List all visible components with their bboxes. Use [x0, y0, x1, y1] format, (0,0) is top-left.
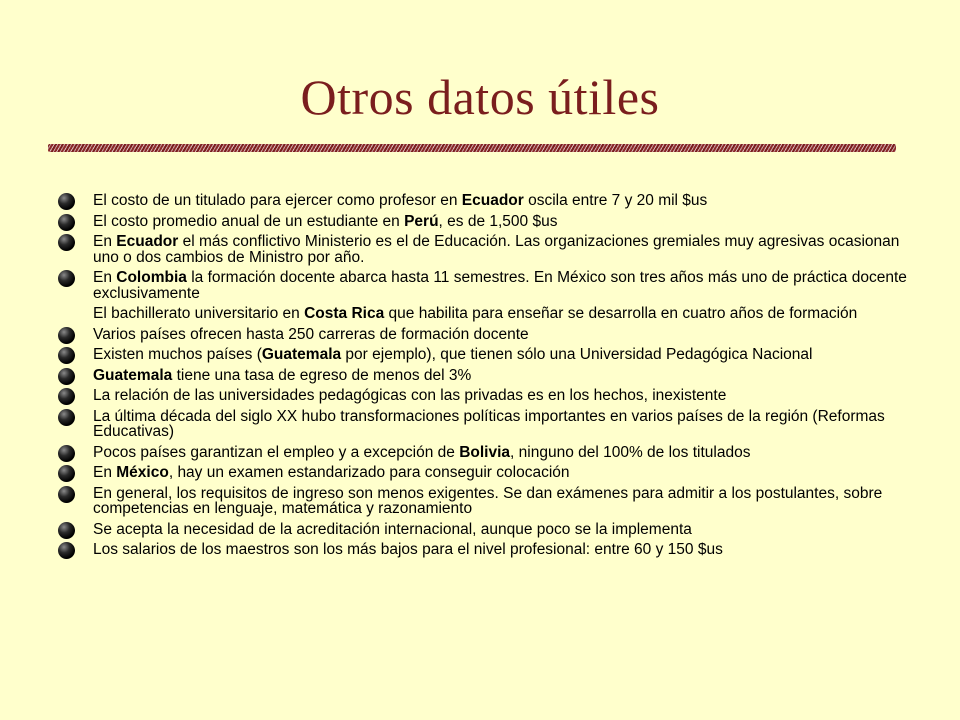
list-item — [92, 542, 912, 558]
bullet-dot-icon — [58, 368, 75, 385]
highlighted-country: Guatemala — [261, 346, 342, 363]
bullet-dot-icon — [58, 542, 75, 559]
item-text: oscila entre 7 y 20 mil $us — [523, 192, 708, 209]
bullet-dot-icon — [58, 234, 75, 251]
item-text: El costo promedio anual de un estudiante en — [93, 212, 405, 230]
highlighted-country: México — [116, 464, 169, 481]
bullet-dot-icon — [58, 347, 75, 364]
item-text: La relación de las universidades pedagógicas con las privadas es en los hechos, inexistente — [93, 387, 727, 404]
item-text: , es de 1,500 $us — [438, 212, 558, 230]
bullet-dot-icon — [58, 270, 75, 287]
item-text: tiene una tasa de egreso de menos del 3% — [172, 366, 472, 384]
item-text: Varios países ofrecen hasta 250 carreras de formación docente — [93, 325, 529, 343]
bullet-list — [92, 193, 912, 563]
bullet-dot-icon — [58, 327, 75, 344]
list-item — [92, 486, 912, 517]
list-item — [92, 327, 912, 343]
highlighted-country: Ecuador — [116, 233, 179, 250]
bullet-dot-icon — [58, 445, 75, 462]
item-text: , hay un examen estandarizado para conseguir colocación — [168, 464, 570, 481]
item-text: el más conflictivo Ministerio es el de Educación. Las organizaciones gremiales muy agresivas ocasionan uno o dos cambios de Ministro por año. — [93, 233, 900, 266]
title-divider — [48, 144, 896, 152]
item-text: En — [93, 269, 117, 286]
item-text: la formación docente abarca hasta 11 semestres. En México son tres años más uno de práctica docente exclusivamente — [93, 269, 907, 302]
bullet-dot-icon — [58, 214, 75, 231]
item-text: En general, los requisitos de ingreso son menos exigentes. Se dan exámenes para admitir a los postulantes, sobre competencias en lenguaje, matemática y razonamiento — [93, 484, 883, 517]
item-text: El bachillerato universitario en — [93, 305, 305, 322]
list-item — [92, 409, 912, 440]
item-text: Se acepta la necesidad de la acreditación internacional, aunque poco se la implementa — [93, 520, 692, 538]
highlighted-country: Bolivia — [459, 443, 511, 461]
bullet-dot-icon — [58, 388, 75, 405]
slide-title: Otros datos útiles — [300, 69, 660, 125]
list-item — [92, 368, 912, 384]
bullet-dot-icon — [58, 465, 75, 482]
highlighted-country: Perú — [404, 212, 439, 230]
list-item — [92, 214, 912, 230]
item-text: Pocos países garantizan el empleo y a excepción de — [93, 443, 460, 461]
list-item — [92, 445, 912, 461]
highlighted-country: Colombia — [116, 269, 187, 286]
item-text: por ejemplo), que tienen sólo una Universidad Pedagógica Nacional — [341, 346, 813, 363]
item-text: La última década del siglo XX hubo transformaciones políticas importantes en varios países de la región (Reformas Educativas) — [93, 407, 885, 440]
highlighted-country: Guatemala — [93, 366, 173, 384]
item-text: , ninguno del 100% de los titulados — [510, 443, 751, 461]
bullet-dot-icon — [58, 409, 75, 426]
list-item — [92, 465, 912, 481]
list-item — [92, 522, 912, 538]
bullet-dot-icon — [58, 193, 75, 210]
list-item — [92, 347, 912, 363]
list-item — [92, 306, 912, 322]
list-item — [92, 234, 912, 265]
item-text: En — [93, 233, 117, 250]
list-item — [92, 193, 912, 209]
list-item — [92, 270, 912, 301]
list-item — [92, 388, 912, 404]
item-text: En — [93, 464, 117, 481]
bullet-dot-icon — [58, 486, 75, 503]
highlighted-country: Costa Rica — [304, 305, 385, 322]
item-text: Existen muchos países ( — [93, 346, 262, 363]
item-text: El costo de un titulado para ejercer como profesor en — [93, 192, 462, 209]
item-text: que habilita para enseñar se desarrolla en cuatro años de formación — [384, 305, 858, 322]
highlighted-country: Ecuador — [461, 192, 524, 209]
bullet-dot-icon — [58, 522, 75, 539]
item-text: Los salarios de los maestros son los más bajos para el nivel profesional: entre 60 y 150 $us — [93, 541, 723, 558]
